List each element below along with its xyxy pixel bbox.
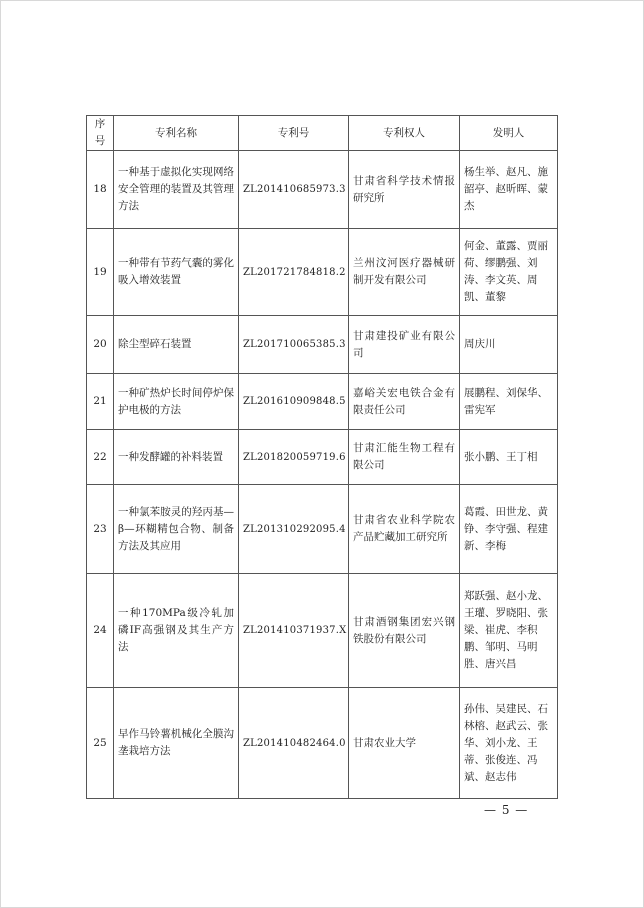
row-patent-number: ZL201410371937.X xyxy=(239,574,349,688)
table-row xyxy=(87,485,558,574)
row-patent-number: ZL201410482464.0 xyxy=(239,688,349,799)
row-serial: 18 xyxy=(87,151,114,229)
row-serial: 23 xyxy=(87,485,114,574)
page-number: — 5 — xyxy=(484,803,529,817)
table-header-row xyxy=(87,116,558,151)
table-row xyxy=(87,430,558,485)
row-inventors: 展鹏程、刘保华、雷宪军 xyxy=(460,374,558,430)
row-patent-number: ZL201820059719.6 xyxy=(239,430,349,485)
row-inventors: 郑跃强、赵小龙、王瓘、罗晓阳、张梁、崔虎、李积鹏、邹明、马明胜、唐兴昌 xyxy=(460,574,558,688)
table-row xyxy=(87,151,558,229)
row-inventors: 葛霞、田世龙、黄铮、李守强、程建新、李梅 xyxy=(460,485,558,574)
table-row xyxy=(87,229,558,316)
row-patent-name: 一种发酵罐的补料装置 xyxy=(114,430,239,485)
header-patent-owner: 专利权人 xyxy=(349,116,460,151)
header-inventors: 发明人 xyxy=(460,116,558,151)
header-patent-name: 专利名称 xyxy=(114,116,239,151)
row-patent-name: 一种170MPa级冷轧加磷IF高强钢及其生产方法 xyxy=(114,574,239,688)
row-patent-name: 早作马铃薯机械化全膜沟垄栽培方法 xyxy=(114,688,239,799)
row-serial: 25 xyxy=(87,688,114,799)
row-inventors: 杨生举、赵凡、施韶亭、赵昕晖、蒙杰 xyxy=(460,151,558,229)
patent-table xyxy=(86,115,558,799)
row-patent-number: ZL201710065385.3 xyxy=(239,316,349,374)
row-patent-number: ZL201721784818.2 xyxy=(239,229,349,316)
row-patent-owner: 甘肃酒钢集团宏兴钢铁股份有限公司 xyxy=(349,574,460,688)
table-row xyxy=(87,374,558,430)
row-inventors: 周庆川 xyxy=(460,316,558,374)
row-patent-owner: 嘉峪关宏电铁合金有限责任公司 xyxy=(349,374,460,430)
header-patent-number: 专利号 xyxy=(239,116,349,151)
row-serial: 19 xyxy=(87,229,114,316)
row-patent-owner: 甘肃省农业科学院农产品贮藏加工研究所 xyxy=(349,485,460,574)
row-patent-number: ZL201410685973.3 xyxy=(239,151,349,229)
row-serial: 22 xyxy=(87,430,114,485)
row-serial: 20 xyxy=(87,316,114,374)
row-patent-name: 一种氯苯胺灵的羟丙基—β—环糊精包合物、制备方法及其应用 xyxy=(114,485,239,574)
row-patent-name: 一种基于虚拟化实现网络安全管理的装置及其管理方法 xyxy=(114,151,239,229)
header-serial: 序号 xyxy=(87,116,114,151)
row-patent-owner: 兰州汶河医疗器械研制开发有限公司 xyxy=(349,229,460,316)
row-patent-owner: 甘肃省科学技术情报研究所 xyxy=(349,151,460,229)
table-row xyxy=(87,574,558,688)
table-row xyxy=(87,688,558,799)
table-row xyxy=(87,316,558,374)
row-patent-owner: 甘肃建投矿业有限公司 xyxy=(349,316,460,374)
row-patent-name: 一种带有节药气囊的雾化吸入增效装置 xyxy=(114,229,239,316)
row-patent-name: 除尘型碎石装置 xyxy=(114,316,239,374)
row-inventors: 何金、董露、贾丽荷、缪鹏强、刘涛、李文英、周凯、董黎 xyxy=(460,229,558,316)
row-serial: 21 xyxy=(87,374,114,430)
row-patent-owner: 甘肃农业大学 xyxy=(349,688,460,799)
row-patent-owner: 甘肃汇能生物工程有限公司 xyxy=(349,430,460,485)
row-serial: 24 xyxy=(87,574,114,688)
row-patent-number: ZL201310292095.4 xyxy=(239,485,349,574)
row-patent-name: 一种矿热炉长时间停炉保护电极的方法 xyxy=(114,374,239,430)
row-inventors: 张小鹏、王丁相 xyxy=(460,430,558,485)
row-patent-number: ZL201610909848.5 xyxy=(239,374,349,430)
row-inventors: 孙伟、吴建民、石林榕、赵武云、张华、刘小龙、王蒂、张俊连、冯斌、赵志伟 xyxy=(460,688,558,799)
